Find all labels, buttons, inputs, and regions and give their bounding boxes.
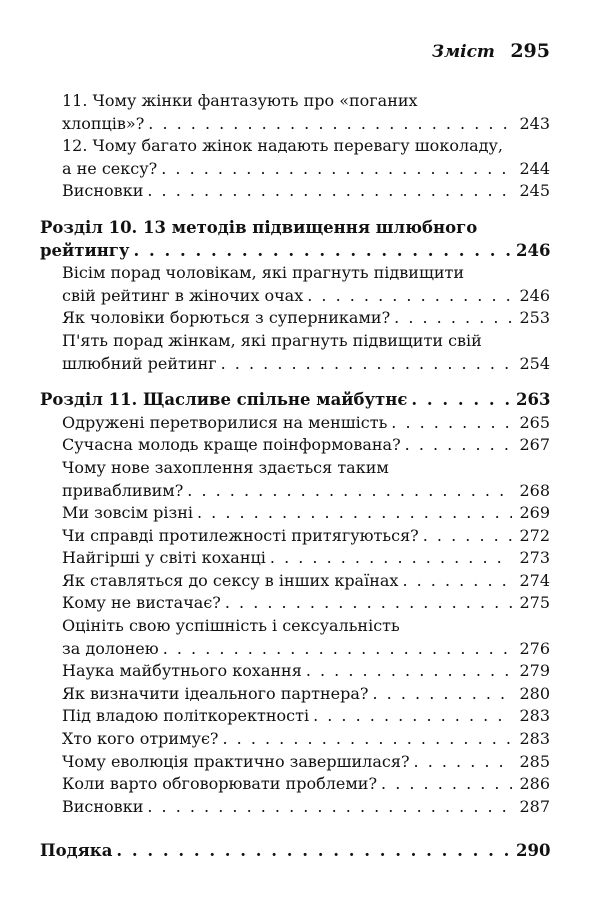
toc-page-number: 268: [519, 480, 550, 500]
toc-page-number: 246: [516, 240, 551, 260]
toc-entry-last-line: [62, 728, 550, 751]
toc-entry-last-line: [62, 660, 550, 683]
toc-entry-title: свій рейтинг в жіночих очах: [62, 285, 304, 305]
dot-leader: [405, 434, 512, 457]
toc-page-number: 254: [519, 353, 550, 373]
toc-page-number: 287: [519, 796, 550, 816]
toc-page-number: 269: [519, 503, 550, 523]
toc-entry[interactable]: [40, 180, 550, 203]
toc-entry-last-line: [62, 547, 550, 570]
toc-entry[interactable]: [40, 262, 550, 307]
toc-entry-title-line: Розділ 10. 13 методів підвищення шлюбного: [40, 217, 478, 237]
toc-entry[interactable]: [40, 660, 550, 683]
toc-page-number: 283: [519, 729, 550, 749]
toc-page-number: 244: [519, 158, 550, 178]
toc-entry[interactable]: [40, 796, 550, 819]
dot-leader: [163, 638, 512, 661]
dot-leader: [402, 570, 512, 593]
toc-page-number: 290: [516, 841, 551, 861]
toc-page-number: 243: [519, 113, 550, 133]
toc-entry[interactable]: [40, 570, 550, 593]
toc-entry[interactable]: [40, 592, 550, 615]
toc-page-number: 272: [519, 525, 550, 545]
page-number: 295: [510, 40, 550, 62]
toc-entry-title: Чому еволюція практично завершилася?: [62, 751, 410, 771]
toc-page-number: 275: [519, 593, 550, 613]
toc-entry-last-line: [40, 240, 550, 263]
toc-entry-title-line: 11. Чому жінки фантазують про «поганих: [62, 91, 418, 110]
dot-leader: [391, 412, 512, 435]
toc-entry-title: хлопців»?: [62, 113, 145, 133]
toc-entry-last-line: [62, 592, 550, 615]
toc-entry-title: Кому не вистачає?: [62, 593, 221, 613]
section-gap: [40, 818, 550, 840]
dot-leader: [306, 660, 512, 683]
toc-entry-last-line: [62, 638, 550, 661]
toc-page-number: 253: [519, 308, 550, 328]
toc-entry[interactable]: [40, 502, 550, 525]
toc-entry-title: рейтингу: [40, 240, 130, 260]
toc-entry-last-line: [62, 705, 550, 728]
dot-leader: [147, 180, 512, 203]
toc-entry-title: Сучасна молодь краще поінформована?: [62, 435, 401, 455]
toc-page-number: 245: [519, 181, 550, 201]
toc-entry-last-line: [62, 480, 550, 503]
toc-chapter[interactable]: [40, 389, 550, 412]
dot-leader: [381, 773, 512, 796]
toc-entry-last-line: [62, 353, 550, 376]
section-gap: [40, 203, 550, 217]
toc-entry-title-line: Чому нове захоплення здається таким: [62, 457, 389, 477]
running-title: Зміст: [431, 42, 495, 62]
toc-entry[interactable]: [40, 525, 550, 548]
toc-entry-title: Як чоловіки борються з суперниками?: [62, 308, 391, 328]
toc-entry-title: Найгірші у світі коханці: [62, 548, 266, 568]
toc-entry[interactable]: [40, 751, 550, 774]
toc-entry-last-line: [62, 683, 550, 706]
toc-entry-title: а не сексу?: [62, 158, 158, 178]
toc-chapter[interactable]: [40, 217, 550, 262]
section-gap: [40, 375, 550, 389]
toc-entry-title: Хто кого отримує?: [62, 729, 219, 749]
toc-entry[interactable]: [40, 90, 550, 135]
dot-leader: [134, 240, 513, 263]
toc-page-number: 246: [519, 285, 550, 305]
dot-leader: [307, 285, 512, 308]
toc-entry-title: Висновки: [62, 181, 144, 201]
dot-leader: [116, 840, 512, 863]
toc-entry[interactable]: [40, 434, 550, 457]
dot-leader: [147, 796, 512, 819]
toc-entry-last-line: [40, 840, 550, 863]
toc-entry-last-line: [62, 434, 550, 457]
dot-leader: [222, 728, 512, 751]
toc-entry-title: Одружені перетворилися на меншість: [62, 412, 388, 432]
dot-leader: [197, 502, 512, 525]
toc-page-number: 280: [519, 683, 550, 703]
toc-entry-last-line: [40, 389, 550, 412]
toc-entry-last-line: [62, 796, 550, 819]
toc-entry-title: Ми зовсім різні: [62, 503, 193, 523]
toc-entry[interactable]: [40, 457, 550, 502]
toc-entry-title: Коли варто обговорювати проблеми?: [62, 774, 378, 794]
toc-entry-title: Висновки: [62, 796, 144, 816]
toc-entry-title: Наука майбутнього кохання: [62, 661, 302, 681]
dot-leader: [161, 158, 512, 181]
toc-entry-last-line: [62, 285, 550, 308]
toc-entry[interactable]: [40, 615, 550, 660]
toc-entry-last-line: [62, 570, 550, 593]
toc-entry-last-line: [62, 502, 550, 525]
toc-entry-title: Як визначити ідеального партнера?: [62, 683, 369, 703]
toc-entry-last-line: [62, 158, 550, 181]
dot-leader: [270, 547, 512, 570]
toc-chapter[interactable]: [40, 840, 550, 863]
toc-entry-last-line: [62, 113, 550, 136]
toc-page-number: 263: [516, 390, 551, 410]
toc-entry[interactable]: [40, 307, 550, 330]
toc-entry[interactable]: [40, 330, 550, 375]
toc-page-number: 285: [519, 751, 550, 771]
toc-entry-last-line: [62, 307, 550, 330]
dot-leader: [411, 389, 512, 412]
dot-leader: [221, 353, 512, 376]
toc-entry-title-line: Оцініть свою успішність і сексуальність: [62, 616, 400, 636]
toc-entry-title: Чи справді протилежності притягуються?: [62, 525, 419, 545]
toc-entry-title: за долонею: [62, 638, 159, 658]
toc-entry-last-line: [62, 751, 550, 774]
dot-leader: [225, 592, 512, 615]
toc-entry-title: шлюбний рейтинг: [62, 353, 217, 373]
table-of-contents: [40, 90, 550, 863]
dot-leader: [414, 751, 512, 774]
toc-page-number: 273: [519, 548, 550, 568]
toc-entry-title: Як ставляться до сексу в інших країнах: [62, 570, 399, 590]
toc-entry[interactable]: [40, 683, 550, 706]
toc-entry[interactable]: [40, 135, 550, 180]
toc-entry-last-line: [62, 412, 550, 435]
toc-entry-title: Розділ 11. Щасливе спільне майбутнє: [40, 390, 408, 410]
toc-page-number: 274: [519, 570, 550, 590]
toc-entry-last-line: [62, 525, 550, 548]
page-header: [432, 40, 550, 62]
toc-page-number: 279: [519, 661, 550, 681]
toc-entry-title-line: П'ять порад жінкам, які прагнуть підвищити свій: [62, 330, 482, 350]
toc-entry-title: привабливим?: [62, 480, 184, 500]
dot-leader: [394, 307, 512, 330]
dot-leader: [373, 683, 513, 706]
toc-entry-title-line: Вісім порад чоловікам, які прагнуть підвищити: [62, 263, 464, 283]
toc-entry[interactable]: [40, 773, 550, 796]
toc-entry[interactable]: [40, 728, 550, 751]
toc-entry-last-line: [62, 773, 550, 796]
toc-page-number: 276: [519, 638, 550, 658]
toc-page-number: 283: [519, 706, 550, 726]
toc-page-number: 267: [519, 435, 550, 455]
toc-entry[interactable]: [40, 705, 550, 728]
dot-leader: [187, 480, 512, 503]
toc-entry-title-line: 12. Чому багато жінок надають перевагу шоколаду,: [62, 136, 503, 156]
dot-leader: [313, 705, 512, 728]
toc-entry-title: Під владою політкоректності: [62, 706, 310, 726]
toc-entry-title: Подяка: [40, 841, 113, 861]
toc-entry-last-line: [62, 180, 550, 203]
toc-page-number: 286: [519, 774, 550, 794]
toc-entry[interactable]: [40, 547, 550, 570]
toc-page-number: 265: [519, 412, 550, 432]
dot-leader: [423, 525, 512, 548]
dot-leader: [148, 113, 512, 136]
toc-entry[interactable]: [40, 412, 550, 435]
